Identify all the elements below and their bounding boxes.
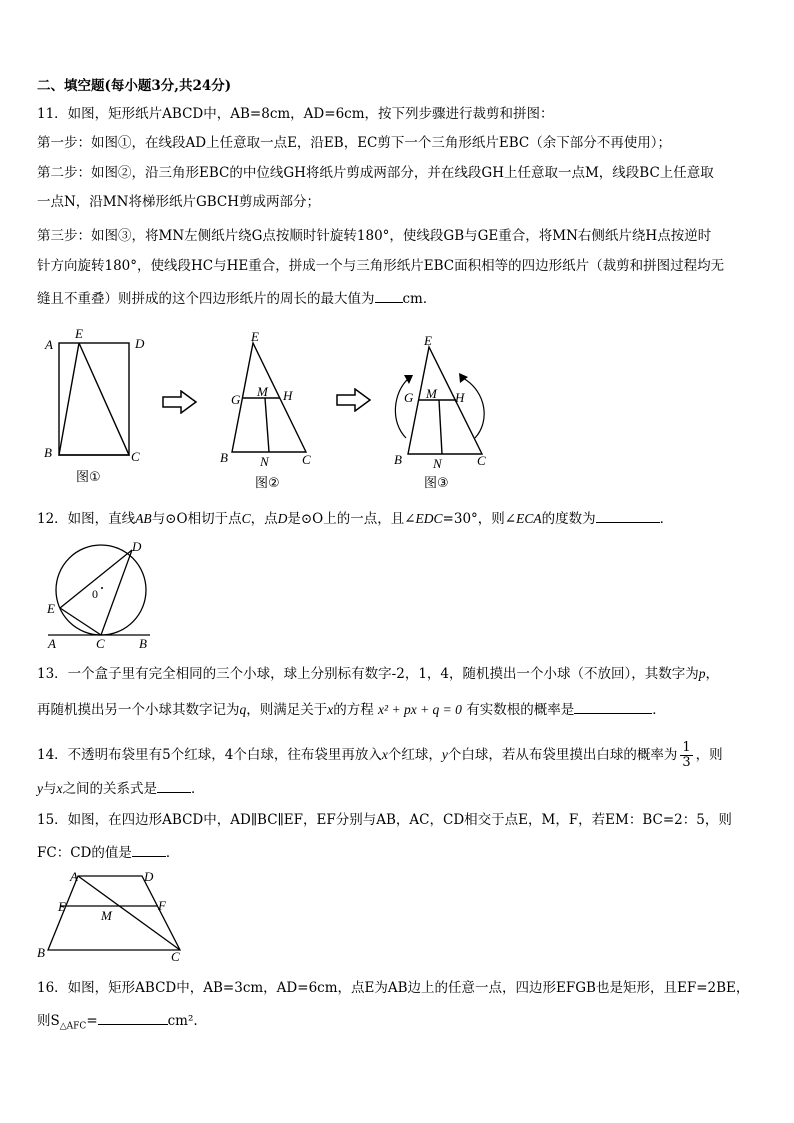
q11-line-1: 11．如图，矩形纸片ABCD中，AB=8cm，AD=6cm，按下列步骤进行裁剪和拼图：: [37, 106, 554, 122]
label-g: G: [404, 390, 414, 405]
q13-text-7: ．: [652, 702, 666, 718]
q11-unit: cm．: [402, 291, 437, 307]
q14-text-7: ．: [191, 781, 205, 797]
q14-fraction: [680, 741, 692, 770]
q12-text-2: 与⊙O相切于点: [151, 511, 242, 527]
chord-ec: [60, 608, 101, 635]
q13-line-2: [37, 699, 666, 720]
arrowhead-left-icon: [404, 375, 413, 384]
label-c: C: [302, 452, 311, 466]
label-b: B: [37, 945, 45, 960]
q15-figure: [34, 866, 194, 964]
fig3-caption: 图③: [424, 476, 449, 491]
label-b: B: [139, 636, 147, 650]
fig2-caption: 图②: [255, 476, 280, 491]
label-c: C: [477, 453, 486, 468]
label-g: G: [231, 392, 241, 407]
arrow-right-icon: [336, 388, 372, 412]
label-a: A: [70, 869, 78, 884]
label-d: D: [132, 539, 142, 554]
q12-eca: ECA: [516, 511, 542, 526]
q11-answer-blank: [375, 288, 403, 303]
label-a: A: [48, 636, 56, 650]
segment-mn: [265, 398, 269, 452]
q14-y2: y: [37, 781, 43, 796]
q12-answer-blank: [596, 508, 660, 523]
q16-answer-blank: [98, 1010, 168, 1025]
q14-answer-blank: [157, 778, 191, 793]
rotate-arrow-left-icon: [395, 378, 409, 438]
label-b: B: [220, 450, 228, 465]
q16-subscript: △AFC: [59, 1021, 87, 1032]
label-d: D: [144, 869, 154, 884]
q11-figure-2: [215, 326, 325, 466]
q12-text-5: =30°，则∠: [442, 511, 517, 527]
q13-line-1: [37, 664, 719, 684]
q14-line-1: [37, 741, 723, 770]
q16-line-1: 16．如图，矩形ABCD中，AB=3cm，AD=6cm，点E为AB边上的任意一点，四边形EFGB也是矩形，且EF=2BE，: [37, 980, 750, 996]
triangle-ebc: [59, 343, 129, 455]
q14-line-2: [37, 778, 205, 799]
label-h: H: [455, 390, 465, 405]
q11-line-7-text: 缝且不重叠）则拼成的这个四边形纸片的周长的最大值为: [37, 291, 375, 307]
label-d: D: [135, 336, 145, 351]
q13-text-5: 的方程: [333, 702, 374, 718]
q16-line-2: [37, 1010, 198, 1037]
label-e: E: [251, 329, 259, 344]
q11-line-4: 一点N，沿MN将梯形纸片GBCH剪成两部分；: [37, 194, 321, 210]
q12-text-7: ．: [659, 511, 674, 527]
q14-x: x: [381, 747, 388, 762]
fig1-caption: 图①: [76, 470, 101, 485]
label-o: 0: [92, 587, 98, 601]
q13-text-2: ，: [705, 666, 720, 682]
q16-text-1: 则S: [37, 1013, 60, 1029]
q15-line-2: [37, 842, 179, 863]
label-n: N: [433, 456, 442, 470]
q15-text-1: FC：CD的值是: [37, 845, 132, 861]
q13-q: q: [239, 702, 247, 717]
arrowhead-right-icon: [459, 373, 468, 383]
q12-figure: [40, 538, 165, 650]
q11-line-7: [37, 288, 436, 309]
q13-text-6: 有实数根的概率是: [466, 702, 575, 718]
label-c: C: [96, 636, 105, 650]
diagonal-ac: [78, 876, 180, 950]
q13-p: p: [698, 666, 706, 681]
section-title: 二、填空题(每小题3分,共24分): [37, 78, 232, 94]
q14-text-6: 之间的关系式是: [62, 781, 157, 797]
q16-text-3: cm².: [167, 1013, 198, 1029]
q12-edc: EDC: [415, 511, 443, 526]
q11-line-3: 第二步：如图②，沿三角形EBC的中位线GH将纸片剪成两部分，并在线段GH上任意取一点M，线段BC上任意取: [37, 165, 714, 181]
q12-d: D: [277, 511, 288, 526]
q15-text-2: ．: [165, 845, 180, 861]
rotate-arrow-right-icon: [463, 378, 484, 438]
label-h: H: [283, 388, 293, 403]
center-dot: [101, 587, 103, 589]
q12-line-1: [37, 508, 673, 529]
q14-x2: x: [56, 781, 63, 796]
circle-o: [56, 545, 146, 635]
label-e: E: [75, 326, 83, 341]
label-f: F: [158, 898, 166, 913]
q13-answer-blank: [574, 699, 652, 714]
segment-mn: [439, 400, 442, 454]
label-n: N: [260, 454, 269, 466]
quadrilateral-abcd: [48, 876, 180, 950]
label-a: A: [45, 337, 53, 352]
label-e: E: [424, 333, 432, 348]
q13-x: x: [327, 702, 334, 717]
q12-text-3: ，点: [250, 511, 278, 527]
q11-line-2: 第一步：如图①，在线段AD上任意取一点E，沿EB，EC剪下一个三角形纸片EBC（余下部分不再使用）；: [37, 135, 671, 151]
q11-figure-1: [38, 326, 148, 466]
label-m: M: [257, 384, 268, 399]
label-e: E: [58, 899, 66, 914]
q12-ab: AB: [135, 511, 152, 526]
q13-text-3: 再随机摸出另一个小球其数字记为: [37, 702, 240, 718]
label-c: C: [171, 949, 180, 964]
q14-text-3: 个白球，若从布袋里摸出白球的概率为: [447, 747, 678, 763]
label-m: M: [101, 908, 112, 923]
q16-text-2: =: [86, 1013, 98, 1029]
q14-denominator: 3: [682, 755, 691, 770]
q11-line-6: 针方向旋转180°，使线段HC与HE重合，拼成一个与三角形纸片EBC面积相等的四边形纸片（裁剪和拼图过程均无: [37, 258, 725, 274]
label-e: E: [47, 601, 55, 616]
q14-y: y: [441, 747, 448, 762]
q12-text-1: 12．如图，直线: [37, 511, 136, 527]
q14-text-5: 与: [43, 781, 57, 797]
q13-text-1: 13．一个盒子里有完全相同的三个小球，球上分别标有数字-2，1，4，随机摸出一个小球（不放回），其数字为: [37, 666, 699, 682]
label-b: B: [44, 445, 52, 460]
q14-text-4: ，则: [695, 747, 723, 763]
label-b: B: [394, 452, 402, 467]
label-c: C: [131, 449, 140, 464]
q15-answer-blank: [132, 842, 166, 857]
q13-text-4: ，则满足关于: [246, 702, 328, 718]
q14-text-2: 个红球，: [387, 747, 442, 763]
q14-text-1: 14．不透明布袋里有5个红球，4个白球，往布袋里再放入: [37, 747, 382, 763]
arrow-right-icon: [162, 390, 198, 414]
q13-equation: x² + px + q = 0: [378, 702, 462, 717]
q14-numerator: 1: [682, 740, 691, 755]
q12-c: C: [241, 511, 251, 526]
q12-text-6: 的度数为: [541, 511, 596, 527]
q11-line-5: 第三步：如图③，将MN左侧纸片绕G点按顺时针旋转180°，使线段GB与GE重合，将MN右侧纸片绕H点按逆时: [37, 228, 712, 244]
label-m: M: [426, 386, 437, 401]
q11-figure-3: [385, 330, 495, 470]
q12-text-4: 是⊙O上的一点，且∠: [287, 511, 416, 527]
q15-line-1: 15．如图，在四边形ABCD中，AD∥BC∥EF，EF分别与AB，AC，CD相交于点E，M，F，若EM：BC=2：5，则: [37, 812, 732, 828]
